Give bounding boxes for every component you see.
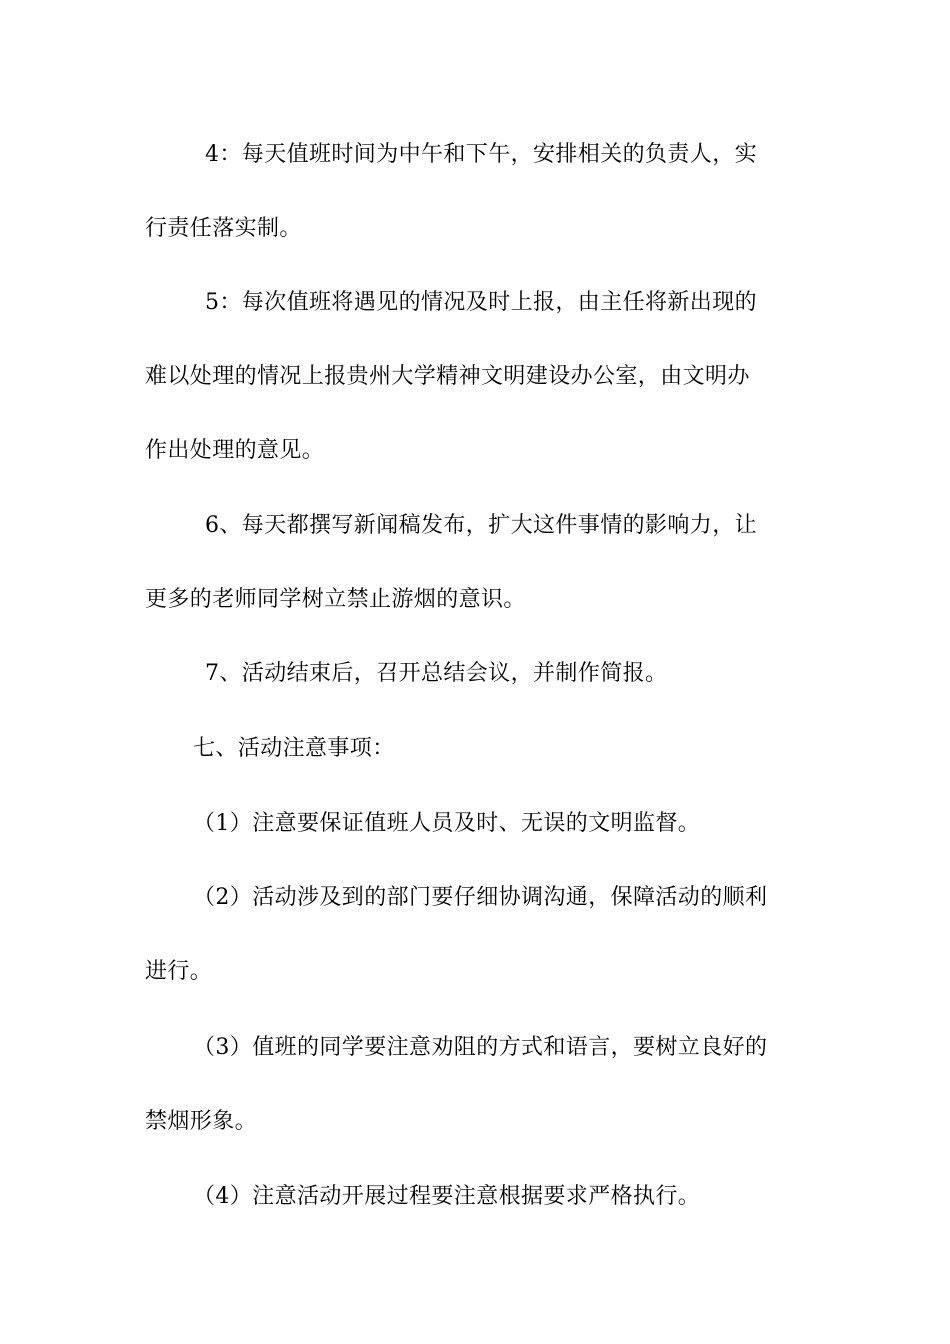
- paragraph-6-line-2: 更多的老师同学树立禁止游烟的意识。: [145, 587, 526, 612]
- note-4-line-1: （4）注意活动开展过程要注意根据要求严格执行。: [193, 1184, 701, 1209]
- paragraph-6-line-1: 6、每天都撰写新闻稿发布，扩大这件事情的影响力，让: [205, 513, 757, 538]
- section-heading-notes: 七、活动注意事项：: [193, 736, 395, 761]
- note-1-line-1: （1）注意要保证值班人员及时、无误的文明监督。: [193, 811, 701, 836]
- note-2-line-2: 进行。: [145, 959, 213, 984]
- paragraph-7-line-1: 7、活动结束后，召开总结会议，并制作简报。: [205, 661, 668, 686]
- paragraph-4-line-1: 4：每天值班时间为中午和下午，安排相关的负责人，实: [205, 142, 757, 167]
- paragraph-5-line-3: 作出处理的意见。: [145, 438, 325, 463]
- note-3-line-1: （3）值班的同学要注意劝阻的方式和语言，要树立良好的: [193, 1035, 768, 1060]
- paragraph-5-line-1: 5：每次值班将遇见的情况及时上报，由主任将新出现的: [205, 290, 757, 315]
- note-2-line-1: （2）活动涉及到的部门要仔细协调沟通，保障活动的顺利: [193, 885, 768, 910]
- paragraph-5-line-2: 难以处理的情况上报贵州大学精神文明建设办公室，由文明办: [145, 364, 750, 389]
- note-3-line-2: 禁烟形象。: [145, 1109, 258, 1134]
- paragraph-4-line-2: 行责任落实制。: [145, 216, 302, 241]
